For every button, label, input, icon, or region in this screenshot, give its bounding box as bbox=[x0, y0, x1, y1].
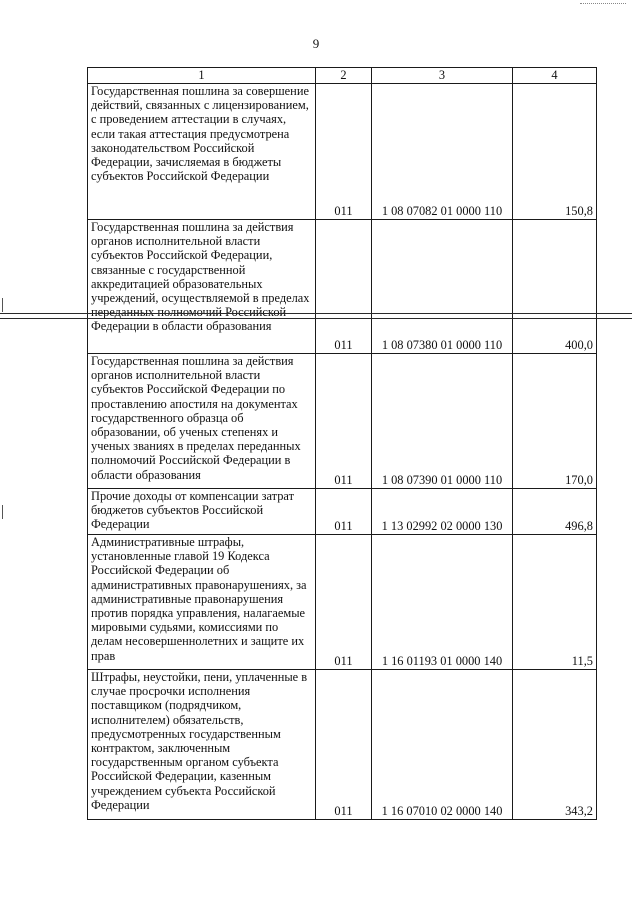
amount: 170,0 bbox=[513, 354, 597, 489]
budget-classification-code: 1 13 02992 02 0000 130 bbox=[372, 489, 513, 535]
revenue-name: Государственная пошлина за действия органов исполнительной власти субъектов Российской Федерации по проставлению апостиля на документах государственного образца об образовании, об ученых степенях и ученых званиях в пределах переданных полномочий Российской Федерации в области образования bbox=[88, 354, 316, 489]
budget-classification-code: 1 08 07082 01 0000 110 bbox=[372, 84, 513, 220]
scan-edge-mark bbox=[2, 505, 3, 519]
amount: 343,2 bbox=[513, 670, 597, 820]
column-header-3: 3 bbox=[372, 68, 513, 84]
revenue-table bbox=[87, 67, 597, 820]
amount: 496,8 bbox=[513, 489, 597, 535]
admin-code: 011 bbox=[316, 220, 372, 354]
budget-classification-code: 1 16 07010 02 0000 140 bbox=[372, 670, 513, 820]
revenue-name: Государственная пошлина за действия органов исполнительной власти субъектов Российской Федерации, связанные с государственной аккредитацией образовательных учреждений, осуществляемой в пределах Федерации в области образования bbox=[88, 220, 316, 354]
column-header-1: 1 bbox=[88, 68, 316, 84]
admin-code: 011 bbox=[316, 354, 372, 489]
table-header-row bbox=[88, 68, 597, 84]
revenue-name: Штрафы, неустойки, пени, уплаченные в случае просрочки исполнения поставщиком (подрядчиком, исполнителем) обязательств, предусмотренных государственным контрактом, заключенным государственным органом субъекта Российской Федерации, казенным учреждением субъекта Российской Федерации bbox=[88, 670, 316, 820]
revenue-name: Прочие доходы от компенсации затрат бюджетов субъектов Российской Федерации bbox=[88, 489, 316, 535]
amount: 400,0 bbox=[513, 220, 597, 354]
budget-classification-code: 1 08 07380 01 0000 110 bbox=[372, 220, 513, 354]
budget-classification-code: 1 16 01193 01 0000 140 bbox=[372, 535, 513, 670]
admin-code: 011 bbox=[316, 84, 372, 220]
scan-corner-dots bbox=[580, 3, 626, 7]
budget-classification-code: 1 08 07390 01 0000 110 bbox=[372, 354, 513, 489]
revenue-name: Административные штрафы, установленные главой 19 Кодекса Российской Федерации об административных правонарушениях, за административные правонарушения против порядка управления, налагаемые мировыми судьями, комиссиями по делам несовершеннолетних и защите их прав bbox=[88, 535, 316, 670]
scan-edge-mark bbox=[2, 298, 3, 312]
table-row bbox=[88, 84, 597, 220]
amount: 11,5 bbox=[513, 535, 597, 670]
admin-code: 011 bbox=[316, 535, 372, 670]
column-header-2: 2 bbox=[316, 68, 372, 84]
admin-code: 011 bbox=[316, 489, 372, 535]
table-row bbox=[88, 535, 597, 670]
table-row bbox=[88, 489, 597, 535]
revenue-name: Государственная пошлина за совершение действий, связанных с лицензированием, с проведением аттестации в случаях, если такая аттестация предусмотрена законодательством Российской Федерации, зачисляемая в бюджеты субъектов Российской Федерации bbox=[88, 84, 316, 220]
admin-code: 011 bbox=[316, 670, 372, 820]
scan-artifact-line bbox=[0, 318, 632, 319]
table-row bbox=[88, 354, 597, 489]
amount: 150,8 bbox=[513, 84, 597, 220]
table-row bbox=[88, 220, 597, 354]
page-number: 9 bbox=[312, 36, 320, 51]
table-row bbox=[88, 670, 597, 820]
column-header-4: 4 bbox=[513, 68, 597, 84]
scan-artifact-line bbox=[0, 313, 632, 314]
